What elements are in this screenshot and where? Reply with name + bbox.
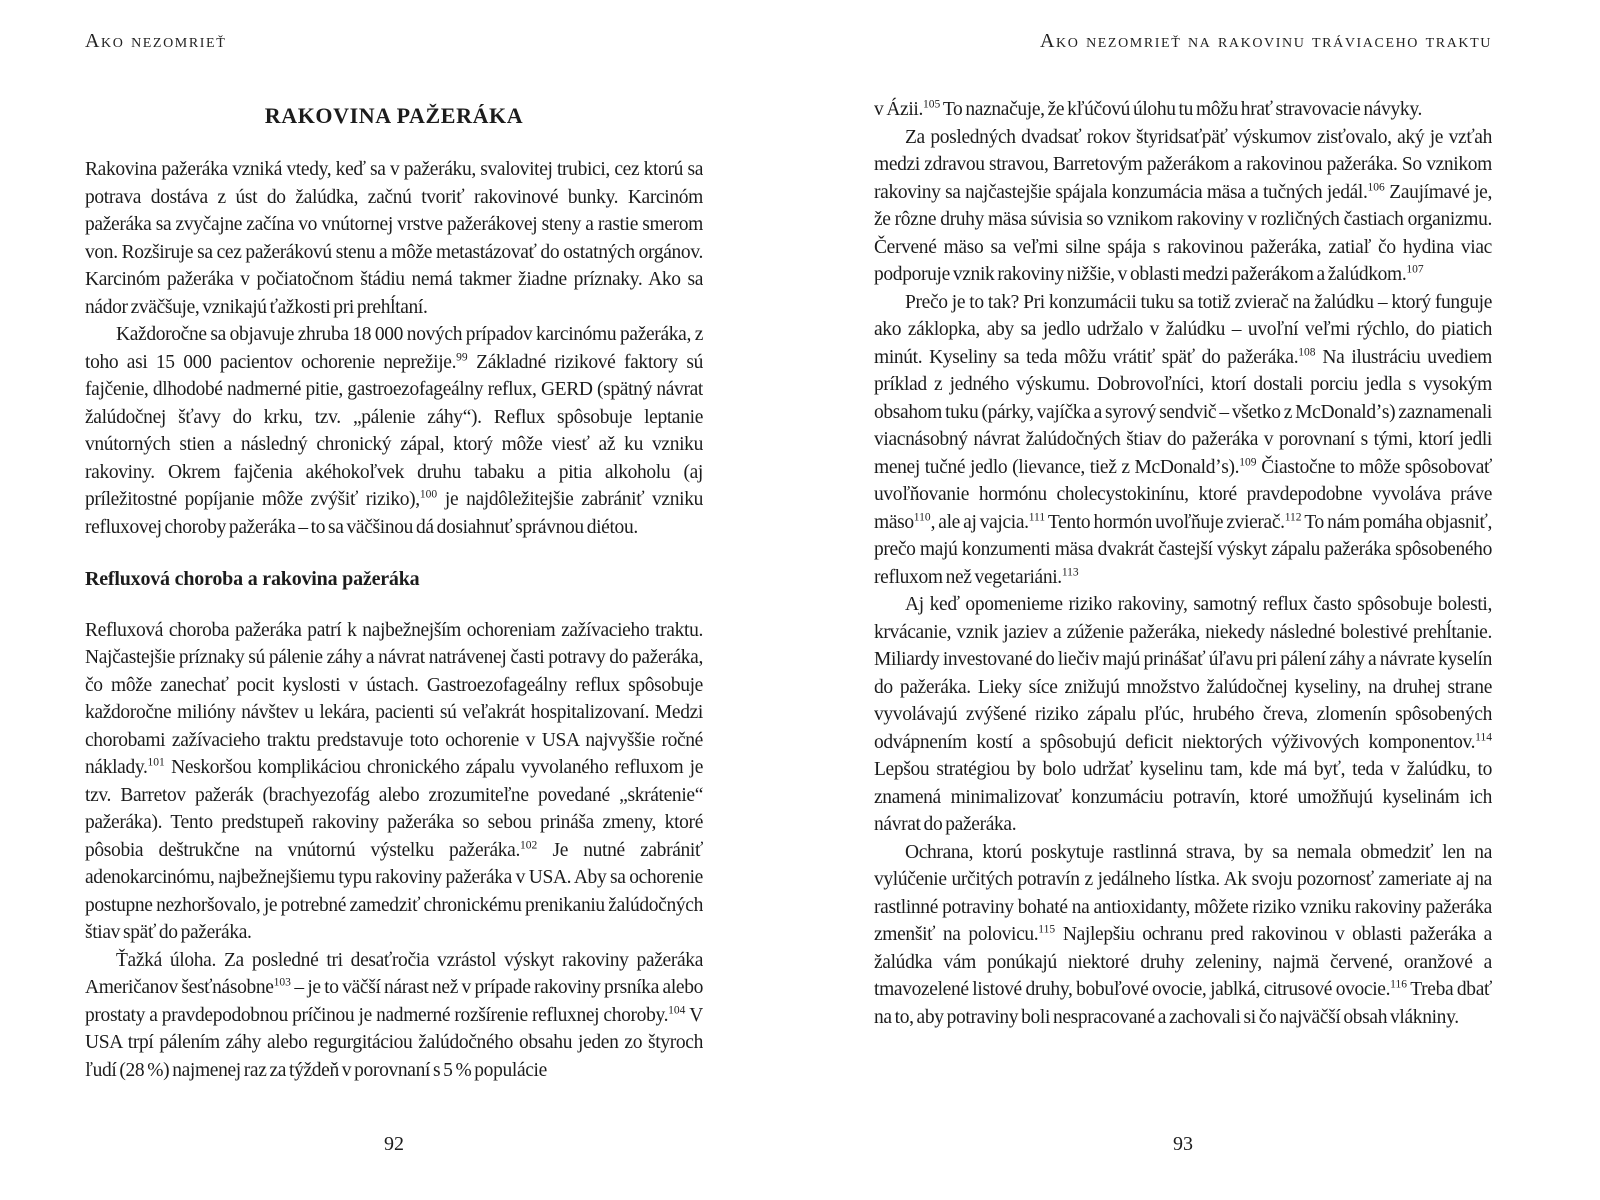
paragraph: v Ázii.$^{105}$ To naznačuje, že kľúčovú úlohu tu môžu hrať stravovacie návyky. (874, 98, 1422, 120)
footnote-ref: 103 (273, 976, 291, 989)
right-page-content (874, 96, 1492, 1031)
paragraph: Refluxová choroba pažeráka patrí k najbežnejším ochoreniam zažívacieho traktu. Najčastejšie príznaky sú pálenie záhy a návrat natrávenej časti potravy do pažeráka, čo môže zanechať pocit kyslosti v ústach. Gastroezofageálny reflux spôsobuje každoročne milióny návštev u lekára, pacienti sú veľakrát hospitalizovaní. Medzi chorobami zažívacieho traktu predstavuje toto ochorenie v USA najvyššie ročné náklady.$^{101}$ Neskoršou komplikáciou chronického zápalu vyvolaného refluxom je tzv. Barretov pažerák (brachyezofág alebo zrozumiteľne povedané „skrátenie“ pažeráka). Tento predstupeň rakoviny pažeráka so sebou prináša zmeny, ktoré pôsobia deštrukčne na vnútornú výstelku pažeráka.$^{102}$ Je nutné zabrániť adenokarcinómu, najbežnejšiemu typu rakoviny pažeráka v USA. Aby sa ochorenie postupne nezhoršovalo, je potrebné zamedziť chronickému prenikaniu žalúdočných štiav späť do pažeráka. (85, 619, 703, 943)
footnote-ref: 113 (1061, 566, 1079, 578)
chapter-title: RAKOVINA PAŽERÁKA (264, 103, 524, 128)
paragraph: Aj keď opomenieme riziko rakoviny, samotný reflux často spôsobuje bolesti, krvácanie, vznik jaziev a zúženie pažeráka, niekedy následné bolestivé prehĺtanie. Miliardy investované do liečiv majú prinášať úľavu pri pálení záhy a návrate kyselín do pažeráka. Lieky síce znižujú množstvo žalúdočnej kyseliny, na druhej strane vyvolávajú zvýšené riziko zápalu pľúc, hrubého čreva, zlomenín spôsobených odvápnením kostí a spôsobujú deficit niektorých výživových komponentov.$^{114}$ Lepšou stratégiou by bolo udržať kyselinu tam, kde má byť, teda v žalúdku, to znamená minimalizovať konzumáciu potravín, ktoré umožňujú kyselinám ich návrat do pažeráka. (874, 594, 1492, 835)
footnote-ref: 100 (419, 488, 438, 501)
footnote-ref: 99 (456, 351, 468, 363)
paragraph: Ochrana, ktorú poskytuje rastlinná strava, by sa nemala obmedziť len na vylúčenie určitých potravín z jedálneho lístka. Ak svoju pozornosť zameriate aj na rastlinné potraviny bohaté na antioxidanty, môžete riziko vzniku rakoviny pažeráka zmenšiť na polovicu.$^{115}$ Najlepšiu ochranu pred rakovinou v oblasti pažeráka a žalúdka vám ponúkajú niektoré druhy zeleniny, najmä červené, oranžové a tmavozelené listové druhy, bobuľové ovocie, jablká, citrusové ovocie.$^{116}$ Treba dbať na to, aby potraviny boli nespracované a zachovali si čo najväčší obsah vlákniny. (874, 841, 1492, 1028)
footnote-ref: 109 (1239, 456, 1257, 468)
footnote-ref: 101 (147, 756, 165, 769)
right-page-body (874, 96, 1492, 1031)
paragraph: Za posledných dvadsať rokov štyridsaťpäť výskumov zisťovalo, aký je vzťah medzi zdravou stravou, Barretovým pažerákom a rakovinou pažeráka. So vznikom rakoviny sa najčastejšie spájala konzumácia mäsa a tučných jedál.$^{106}$ Zaujímavé je, že rôzne druhy mäsa súvisia so vznikom rakoviny v rozličných častiach organizmu. Červené mäso sa veľmi silne spája s rakovinou pažeráka, zatiaľ čo hydina viac podporuje vznik rakoviny nižšie, v oblasti medzi pažerákom a žalúdkom.$^{107}$ (874, 126, 1492, 285)
page-number-left: 92 (384, 1133, 404, 1155)
footnote-ref: 114 (1475, 731, 1492, 743)
running-header-right: Ako nezomrieť na rakovinu tráviaceho traktu (1040, 30, 1492, 52)
footnote-ref: 108 (1298, 346, 1316, 358)
footnote-ref: 115 (1038, 923, 1056, 936)
footnote-ref: 112 (1284, 511, 1302, 523)
footnote-ref: 105 (923, 98, 941, 111)
page-number-right: 93 (1173, 1133, 1193, 1155)
footnote-ref: 111 (1028, 511, 1046, 523)
right-page (874, 0, 1492, 1200)
footnote-ref: 110 (913, 511, 931, 523)
section-heading: Refluxová choroba a rakovina pažeráka (85, 568, 420, 590)
footnote-ref: 107 (1406, 263, 1424, 276)
left-page (85, 0, 703, 1200)
paragraph: Každoročne sa objavuje zhruba 18 000 nových prípadov karcinómu pažeráka, z toho asi 15 000 pacientov ochorenie neprežije.$^{99}$ Základné rizikové faktory sú fajčenie, dlhodobé nadmerné pitie, gastroezofageálny reflux, GERD (spätný návrat žalúdočnej šťavy do krku, tzv. „pálenie záhy“). Reflux spôsobuje leptanie vnútorných stien a následný chronický zápal, ktorý môže viesť až ku vzniku rakoviny. Okrem fajčenia akéhokoľvek druhu tabaku a pitia alkoholu (aj príležitostné popíjanie môže zvýšiť riziko),$^{100}$ je najdôležitejšie zabrániť vzniku refluxovej choroby pažeráka – to sa väčšinou dá dosiahnuť správnou diétou. (85, 324, 703, 538)
footnote-ref: 116 (1390, 978, 1407, 991)
paragraph: Rakovina pažeráka vzniká vtedy, keď sa v pažeráku, svalovitej trubici, cez ktorú sa potrava dostáva z úst do žalúdka, začnú tvoriť rakovinové bunky. Karcinóm pažeráka sa zvyčajne začína vo vnútornej vrstve pažerákovej steny a rastie smerom von. Rozširuje sa cez pažerákovú stenu a môže metastázovať do ostatných orgánov. Karcinóm pažeráka v počiatočnom štádiu nemá takmer žiadne príznaky. Ako sa nádor zväčšuje, vznikajú ťažkosti pri prehĺtaní. (85, 159, 703, 318)
footnote-ref: 102 (519, 839, 538, 851)
footnote-ref: 104 (668, 1004, 686, 1016)
left-page-content (85, 103, 703, 1084)
paragraph: Ťažká úloha. Za posledné tri desaťročia vzrástol výskyt rakoviny pažeráka Američanov šesťnásobne$^{103}$ – je to väčší nárast než v prípade rakoviny prsníka alebo prostaty a pravdepodobnou príčinou je nadmerné rozšírenie refluxnej choroby.$^{104}$ V USA trpí pálením záhy alebo regurgitáciou žalúdočného obsahu jeden zo štyroch ľudí (28 %) najmenej raz za týždeň v porovnaní s 5 % populácie (85, 949, 703, 1081)
paragraph: Prečo je to tak? Pri konzumácii tuku sa totiž zvierač na žalúdku – ktorý funguje ako záklopka, aby sa jedlo udržalo v žalúdku – uvoľní veľmi rýchlo, do piatich minút. Kyseliny sa teda môžu vrátiť späť do pažeráka.$^{108}$ Na ilustráciu uvediem príklad z jedného výskumu. Dobrovoľníci, ktorí dostali porciu jedla s vysokým obsahom tuku (párky, vajíčka a syrový sendvič – všetko z McDonaldʼs) zaznamenali viacnásobný návrat žalúdočných štiav do pažeráka v porovnaní s tými, ktorí jedli menej tučné jedlo (lievance, tiež z McDonaldʼs).$^{109}$ Čiastočne to môže spôsobovať uvoľňovanie hormónu cholecystokinínu, ktoré pravdepodobne vyvoláva práve mäso$^{110}$, ale aj vajcia.$^{111}$ Tento hormón uvoľňuje zvierač.$^{112}$ To nám pomáha objasniť, prečo majú konzumenti mäsa dvakrát častejší výskyt zápalu pažeráka spôsobeného refluxom než vegetariáni.$^{113}$ (874, 291, 1492, 588)
left-page-body (85, 156, 703, 1084)
running-header-left: Ako nezomrieť (85, 30, 227, 52)
footnote-ref: 106 (1367, 181, 1385, 193)
